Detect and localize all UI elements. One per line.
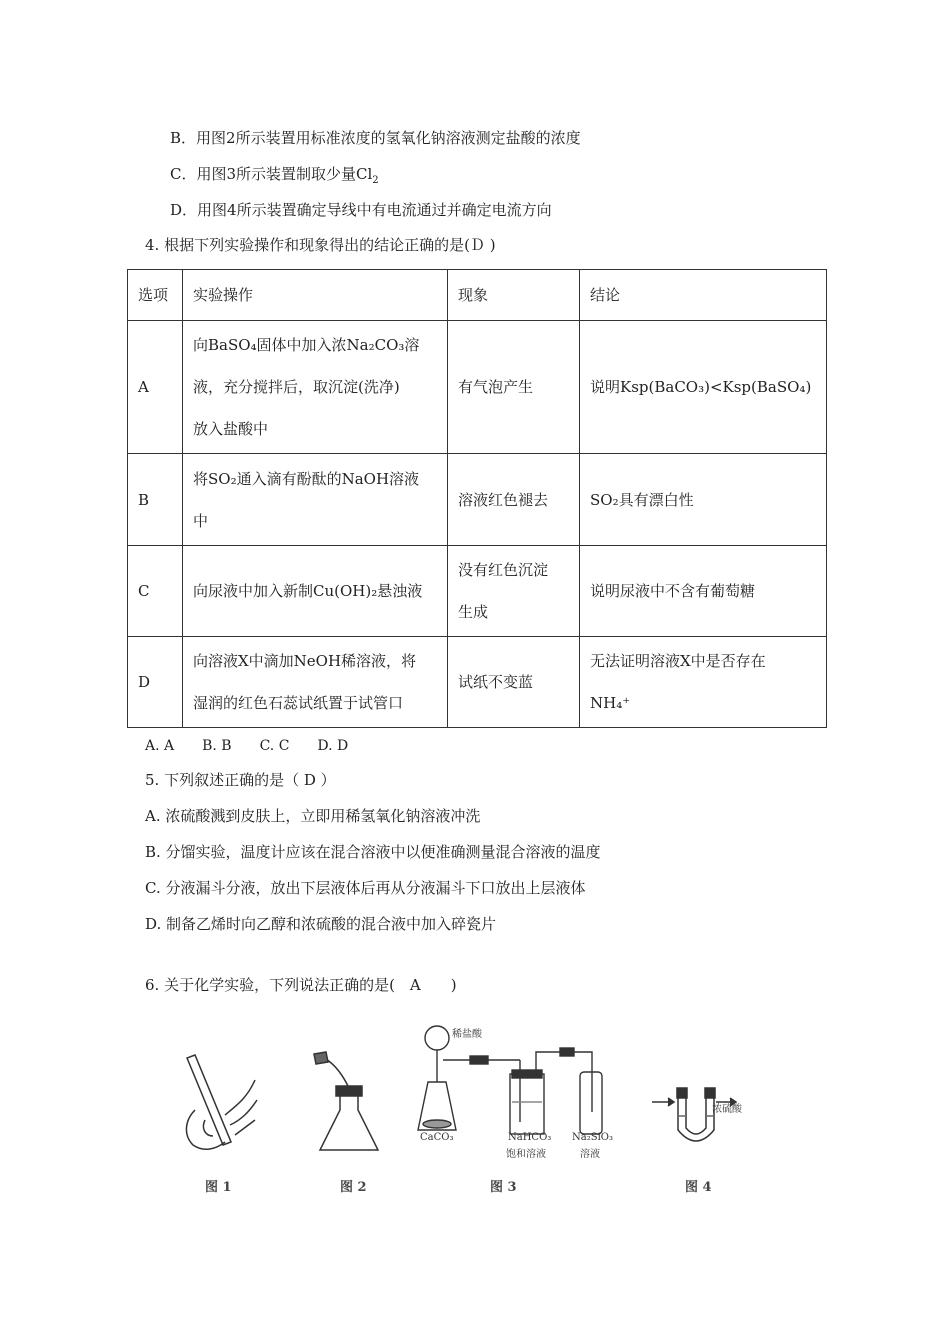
row-c-phen-line: 没有红色沉淀 [458, 561, 549, 579]
q3-option-c-text: C．用图3所示装置制取少量Cl [170, 165, 373, 183]
row-d-op-line: 向溶液X中滴加NeOH稀溶液，将 [193, 652, 417, 670]
row-a-option: A [128, 321, 183, 454]
q5-stem: 5. 下列叙述正确的是（ D ） [145, 771, 336, 789]
row-b-option: B [128, 454, 183, 546]
figure-1-hand-test-tube-icon [175, 1050, 265, 1160]
row-d-concl-line: NH₄⁺ [590, 694, 631, 712]
nahco3-label-2: 饱和溶液 [506, 1149, 546, 1160]
q3-option-b: B．用图2所示装置用标准浓度的氢氧化钠溶液测定盐酸的浓度 [170, 129, 581, 147]
q6-stem: 6. 关于化学实验，下列说法正确的是( A ) [145, 976, 457, 994]
q5-option-a: A. 浓硫酸溅到皮肤上，立即用稀氢氧化钠溶液冲洗 [145, 807, 481, 825]
row-a-op-line: 向BaSO₄固体中加入浓Na₂CO₃溶 [193, 336, 420, 354]
row-d-operation [183, 637, 448, 728]
q5-option-b: B. 分馏实验，温度计应该在混合溶液中以便准确测量混合溶液的温度 [145, 843, 601, 861]
header-phenomenon: 现象 [448, 270, 580, 321]
row-b-phenomenon: 溶液红色褪去 [448, 454, 580, 546]
figure-4-u-tube-icon [650, 1080, 740, 1150]
row-d-option: D [128, 637, 183, 728]
row-c-operation: 向尿液中加入新制Cu(OH)₂悬浊液 [183, 546, 448, 637]
table-row [128, 637, 827, 728]
q3-option-d: D．用图4所示装置确定导线中有电流通过并确定电流方向 [170, 201, 552, 219]
caco3-label: CaCO₃ [420, 1132, 454, 1143]
nahco3-label: NaHCO₃ [508, 1132, 552, 1143]
q4-choices: A. A B. B C. C D. D [145, 738, 349, 754]
q5-option-d: D. 制备乙烯时向乙醇和浓硫酸的混合液中加入碎瓷片 [145, 915, 497, 933]
dilute-hcl-label: 稀盐酸 [452, 1029, 482, 1040]
figure-2-flask-icon [300, 1050, 390, 1160]
table-header-row [128, 270, 827, 321]
row-d-concl-line: 无法证明溶液X中是否存在 [590, 652, 766, 670]
conc-h2so4-label: 浓硫酸 [712, 1104, 742, 1115]
figure-1-caption: 图 1 [205, 1180, 232, 1195]
table-row [128, 454, 827, 546]
figure-3-caption: 图 3 [490, 1180, 517, 1195]
q4-table [127, 269, 827, 728]
row-a-phenomenon: 有气泡产生 [448, 321, 580, 454]
row-c-phenomenon [448, 546, 580, 637]
figure-2-caption: 图 2 [340, 1180, 367, 1195]
row-d-phenomenon: 试纸不变蓝 [448, 637, 580, 728]
row-c-phen-line: 生成 [458, 603, 489, 621]
row-c-option: C [128, 546, 183, 637]
row-b-operation [183, 454, 448, 546]
row-b-conclusion: SO₂具有漂白性 [580, 454, 827, 546]
na2sio3-label: Na₂SiO₃ [572, 1132, 613, 1143]
row-a-op-line: 放入盐酸中 [193, 420, 269, 438]
header-operation: 实验操作 [183, 270, 448, 321]
table-row [128, 546, 827, 637]
na2sio3-label-2: 溶液 [580, 1149, 600, 1160]
row-c-conclusion: 说明尿液中不含有葡萄糖 [580, 546, 827, 637]
row-a-conclusion: 说明Ksp(BaCO₃)<Ksp(BaSO₄) [580, 321, 827, 454]
q3-option-c-sub: 2 [372, 175, 379, 186]
row-d-op-line: 湿润的红色石蕊试纸置于试管口 [193, 694, 404, 712]
table-row [128, 321, 827, 454]
row-a-operation [183, 321, 448, 454]
header-option: 选项 [128, 270, 183, 321]
row-b-op-line: 将SO₂通入滴有酚酞的NaOH溶液 [193, 469, 420, 488]
figure-4-caption: 图 4 [685, 1180, 712, 1195]
q5-option-c: C. 分液漏斗分液，放出下层液体后再从分液漏斗下口放出上层液体 [145, 879, 586, 897]
q3-option-c [170, 163, 379, 186]
row-b-op-line: 中 [193, 511, 209, 530]
row-a-op-line: 液，充分搅拌后，取沉淀(洗净) [193, 378, 400, 396]
header-conclusion: 结论 [580, 270, 827, 321]
row-d-conclusion [580, 637, 827, 728]
q4-stem: 4. 根据下列实验操作和现象得出的结论正确的是(Ｄ ) [145, 236, 496, 254]
